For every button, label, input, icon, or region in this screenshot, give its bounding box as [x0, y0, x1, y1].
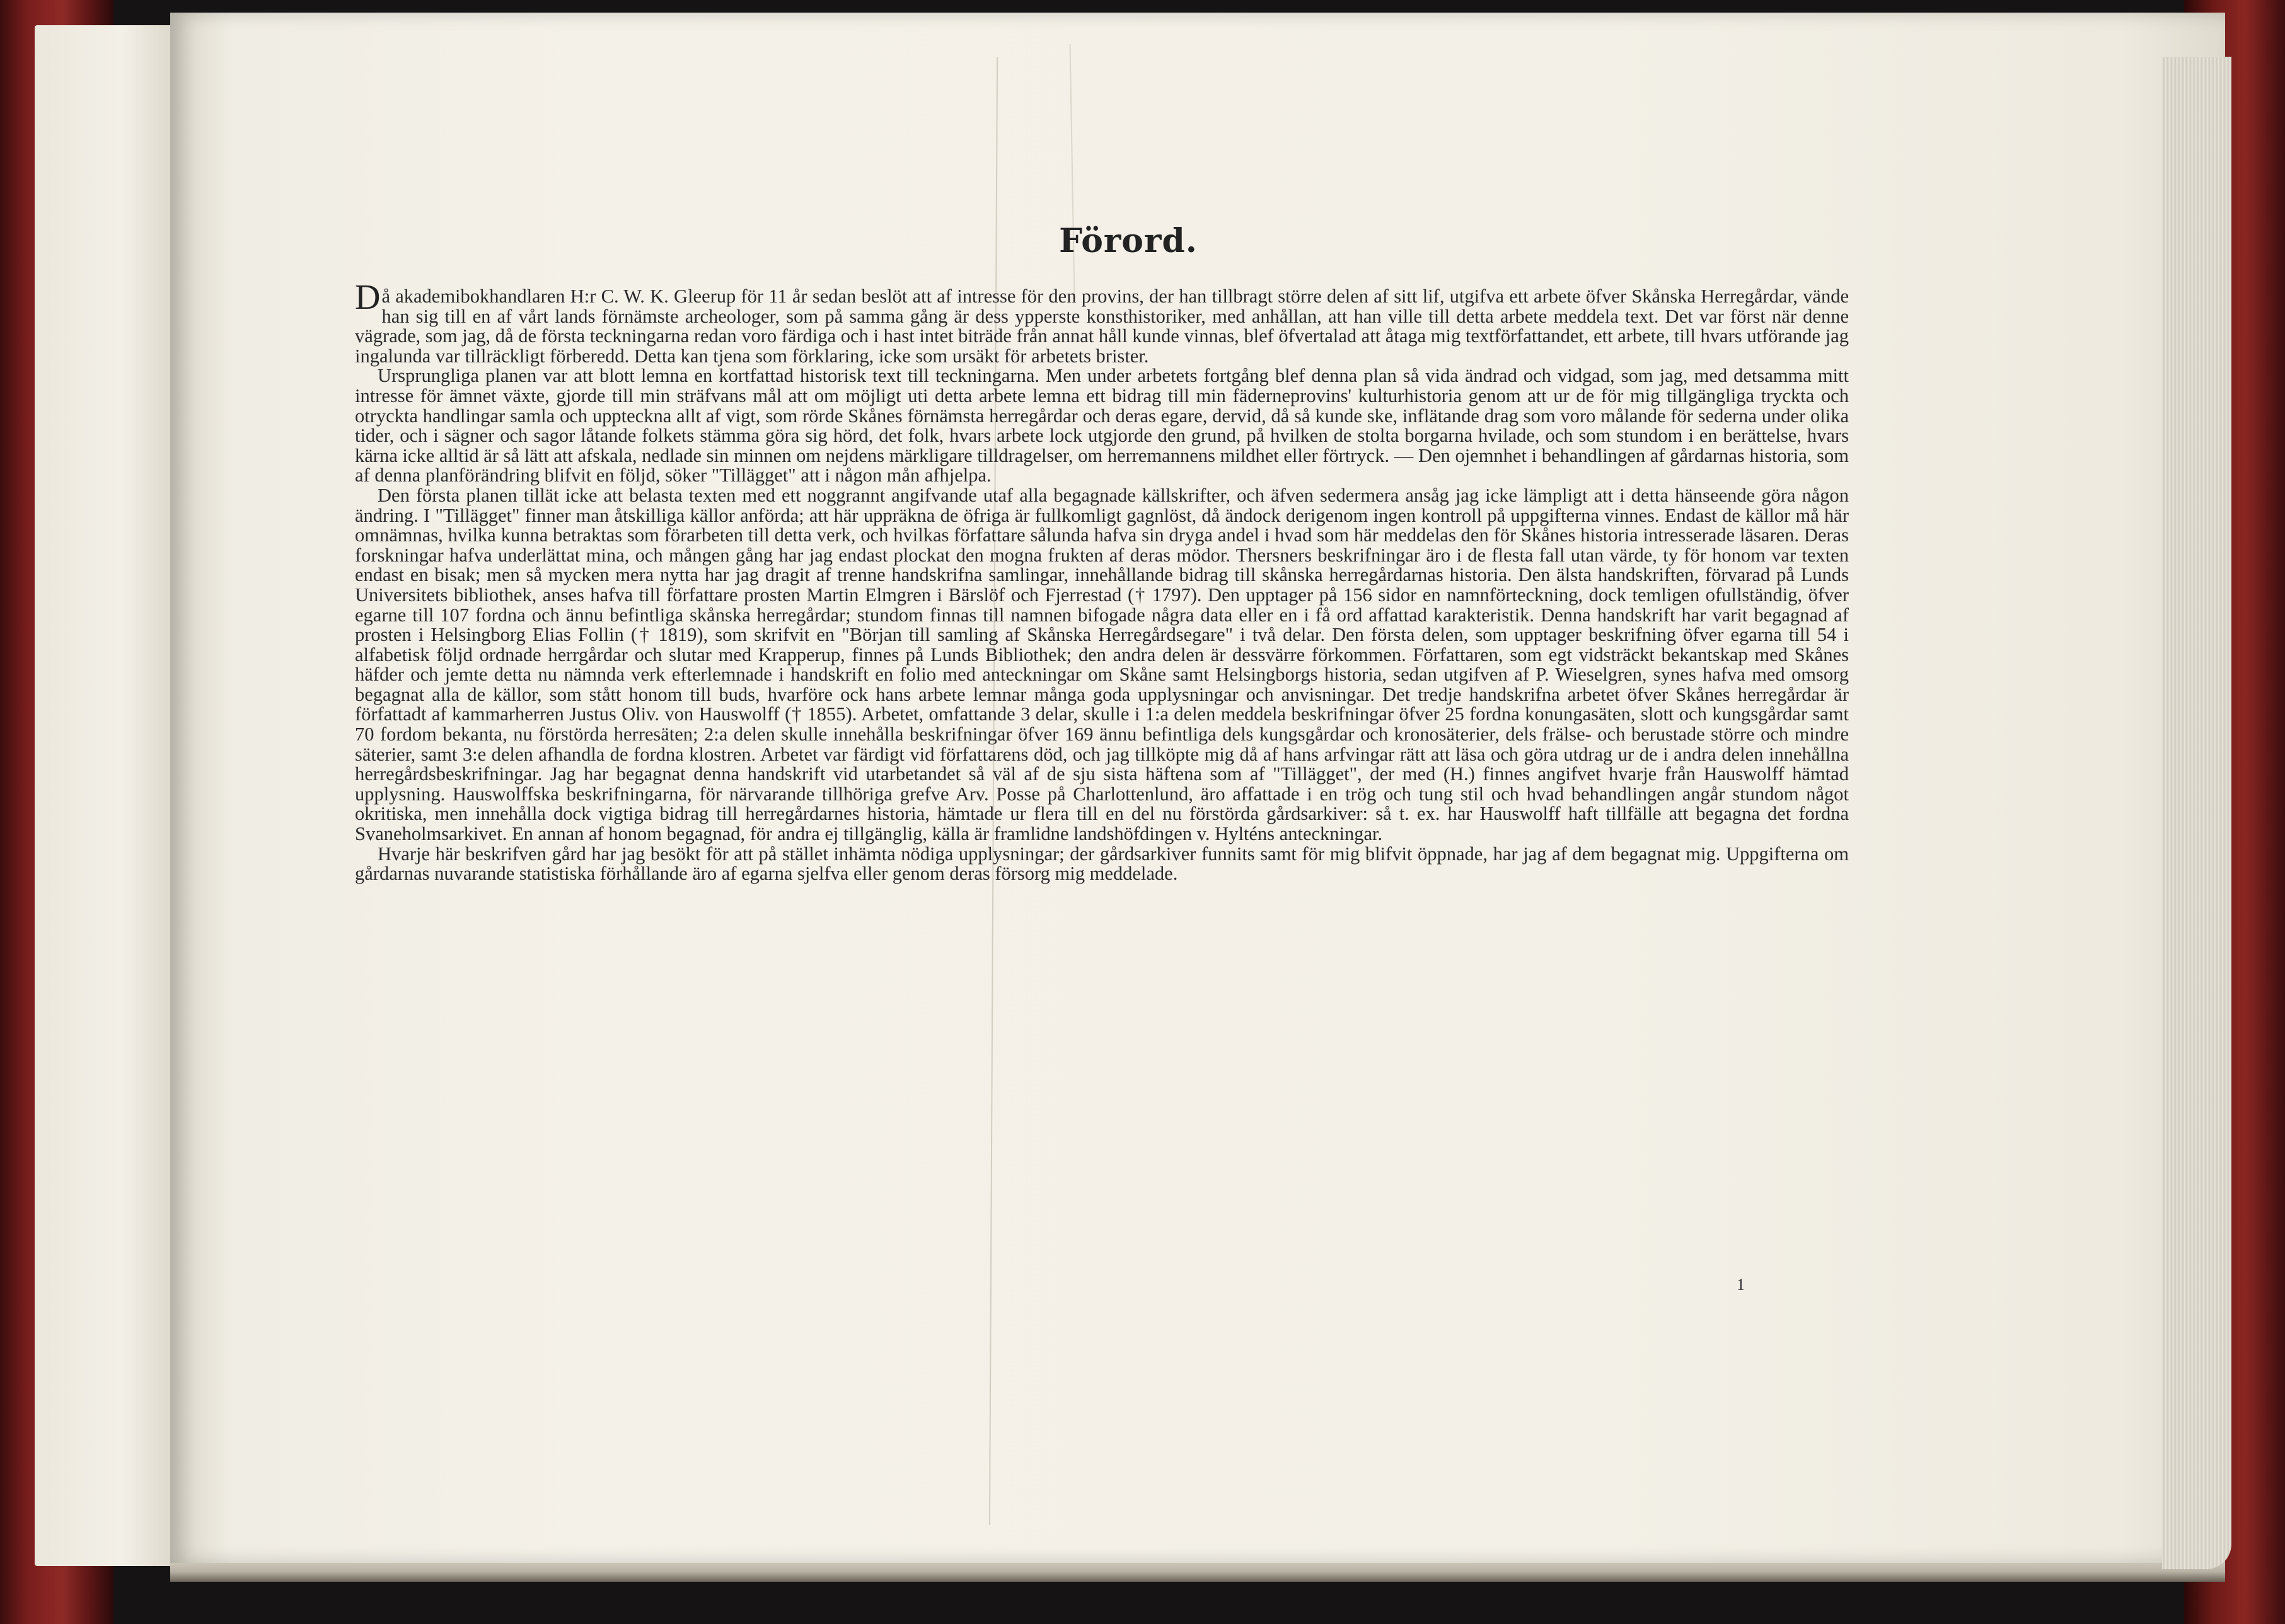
- page-title: Förord.: [1059, 222, 1198, 260]
- drop-cap: D: [355, 278, 381, 317]
- paragraph: Hvarje här beskrifven gård har jag besökt för att på stället inhämta nödiga upplysningar; der gårdsarkiver funnits samt för mig blifvit öppnade, har jag af dem begagnat mig. Uppgifterna om gårdarnas nuvarande statistiska förhållande äro af egarna sjelfva eller genom deras försorg mig meddelade.: [355, 843, 1849, 885]
- preface-text: [355, 278, 1849, 885]
- paragraph: Då akademibokhandlaren H:r C. W. K. Gleerup för 11 år sedan beslöt att af intresse för den provins, der han tillbragt större delen af sitt lif, utgifva ett arbete öfver Skånska Herregårdar, vände han sig till en af vårt lands förnämste archeologer, som på samma gång är dess ypperste konsthistoriker, med anhållan, att han ville till detta arbete meddela text. Det var först när denne vägrade, som jag, då de första teckningarna redan voro färdiga och i hast intet biträde från annat håll kunde vinnas, blef öfvertalad att åtaga mig textförfattandet, ett arbete, till hvars utförande jag ingalunda var tillräckligt förberedd. Detta kan tjena som förklaring, icke som ursäkt för arbetets brister.: [355, 278, 1849, 367]
- paragraph: Ursprungliga planen var att blott lemna en kortfattad historisk text till teckningarna. Men under arbetets fortgång blef denna plan så vida ändrad och vidgad, som jag, med detsamma mitt intresse för ämnet växte, gjorde till min sträfvans mål att om möjligt uti detta arbete lemna ett bidrag till min fäderneprovins' kulturhistoria genom att ur de för mig tillgängliga tryckta och otryckta handlingar samla och uppteckna allt af vigt, som rörde Skånes förnämsta herregårdar och deras egare, dervid, då så kunde ske, inflätande drag som voro målande för sederna under olika tider, och i sägner och sagor låtande folkets stämma göra sig hörd, det folk, hvars arbete lock utgjorde den grund, på hvilken de stolta borgarna hvilade, och som stundom i en berättelse, hvars kärna icke alltid är så lätt att afskala, nedlade sin minnen om nejdens märkligare tilldragelser, om herremannens mildhet eller förtryck. — Den ojemnhet i behandlingen af gårdarnas historia, som af denna planförändring blifvit en följd, söker "Tillägget" att i någon mån afhjelpa.: [355, 365, 1849, 487]
- left-page-edge: [35, 25, 180, 1566]
- page-number: 1: [1737, 1276, 1745, 1294]
- page-stack-edges: [2162, 57, 2231, 1569]
- paragraph: Den första planen tillät icke att belasta texten med ett noggrannt angifvande utaf alla begagnade källskrifter, och äfven sedermera ansåg jag icke lämpligt att i detta hänseende göra någon ändring. I "Tillägget" finner man åtskilliga källor anförda; att här uppräkna de öfriga är fullkomligt gagnlöst, då ändock derigenom ingen kontroll på uppgifterna vinnes. Endast de källor må här omnämnas, hvilka kunna betraktas som förarbeten till detta verk, och hvilkas författare sålunda hafva sin dryga andel i hvad som här meddelas den för Skånes historia intresserade läsaren. Deras forskningar hafva underlättat mina, och mången gång har jag endast plockat den mogna frukten af deras mödor. Thersners beskrifningar äro i de flesta fall utan värde, ty för honom var texten endast en bisak; men så mycken mera nytta har jag dragit af trenne handskrifna samlingar, innehållande bidrag till skånska herregårdarnas historia. Den älsta handskriften, förvarad på Lunds Universitets bibliothek, anses hafva till författare prosten Martin Elmgren i Bärslöf och Fjerrestad († 1797). Den upptager på 156 sidor en namnförteckning, dock temligen ofullständig, öfver egarne till 107 fordna och ännu befintliga skånska herregårdar; stundom finnas till namnen bifogade några data eller en i få ord affattad karakteristik. Denna handskrift har varit begagnad af prosten i Helsingborg Elias Follin († 1819), som skrifvit en "Början till samling af Skånska Herregårdsegare" i två delar. Den första delen, som upptager beskrifning öfver egarna till 54 i alfabetisk följd ordnade herrgårdar och slutar med Krapperup, finnes på Lunds Bibliothek; den andra delen är dessvärre förkommen. Författaren, som egt vidsträckt bekantskap med Skånes häfder och jemte detta nu nämnda verk efterlemnade i handskrift en folio med anteckningar om Skåne samt Helsingborgs historia, sedan utgifven af P. Wieselgren, synes hafva med omsorg begagnat alla de källor, som stått honom till buds, hvarföre ock hans arbete lemnar många goda upplysningar och anvisningar. Det tredje handskrifna arbetet öfver Skånes herregårdar är författadt af kammarherren Justus Oliv. von Hauswolff († 1855). Arbetet, omfattande 3 delar, skulle i 1:a delen meddela beskrifningar öfver 25 fordna konungasäten, slott och kungsgårdar samt 70 fordom bekanta, nu förstörda herresäten; 2:a delen skulle innehålla beskrifningar öfver 169 ännu befintliga dels kungsgårdar och kronosäterier, dels frälse- och berustade större och mindre säterier, samt 3:e delen afhandla de fordna klostren. Arbetet var färdigt vid författarens död, och jag tillköpte mig då af hans arfvingar rätt att läsa och göra utdrag ur de i andra delen innehållna herregårdsbeskrifningar. Jag har begagnat denna handskrift vid utarbetandet så väl af de sju sista häftena som af "Tillägget", der med (H.) finnes angifvet hvarje från Hauswolff hämtad upplysning. Hauswolffska beskrifningarna, för närvarande tillhöriga grefve Arv. Posse på Charlottenlund, äro affattade i en trög och tung stil och hvad behandlingen angår stundom något okritiska, men innehålla dock vigtiga bidrag till herregårdarnes historia, hämtade ur flera till en del nu förstörda gårdsarkiver: så t. ex. har Hauswolff haft tillfälle att begagna det fordna Svaneholmsarkivet. En annan af honom begagnad, för andra ej tillgänglig, källa är framlidne landshöfdingen v. Hylténs anteckningar.: [355, 484, 1849, 845]
